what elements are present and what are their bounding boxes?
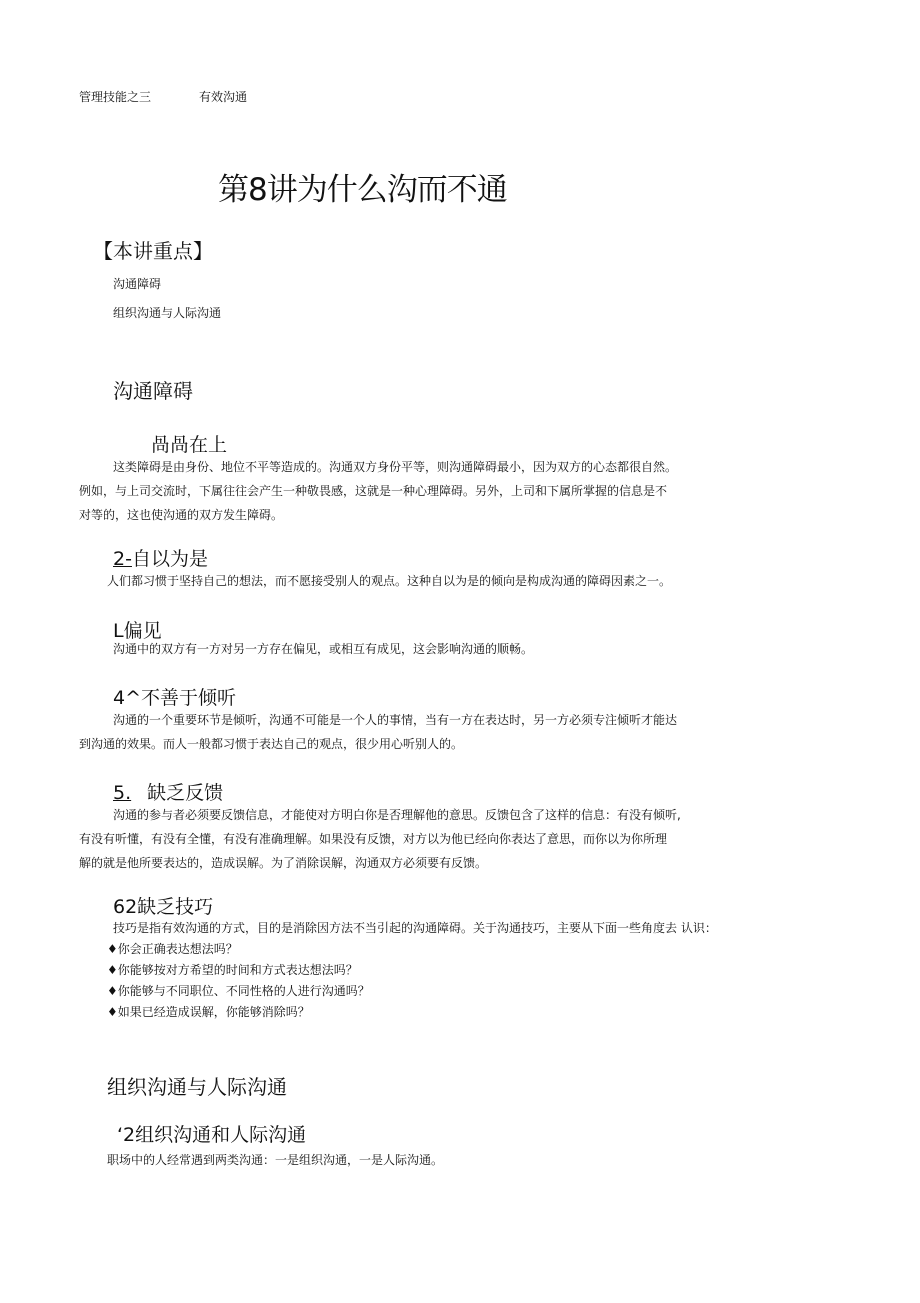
key-point-item: 组织沟通与人际沟通	[113, 306, 222, 320]
subsection-title: L偏见	[113, 620, 162, 642]
paragraph-line: 对等的，这也使沟通的双方发生障碍。	[79, 508, 284, 522]
key-point-item: 沟通障碍	[113, 277, 162, 291]
diamond-bullet-icon: ♦	[107, 1005, 118, 1019]
paragraph-line: 沟通的参与者必须要反馈信息，才能使对方明白你是否理解他的意思。反馈包含了这样的信息：有没有倾听,	[113, 808, 681, 822]
bullet-list	[107, 939, 370, 1023]
list-item: ♦如果已经造成误解，你能够消除吗？	[107, 1005, 310, 1019]
paragraph-line: 技巧是指有效沟通的方式，目的是消除因方法不当引起的沟通障碍。关于沟通技巧，主要从下面一些角度去 认识：	[113, 921, 717, 935]
diamond-bullet-icon: ♦	[107, 963, 118, 977]
paragraph-line: 到沟通的效果。而人一般都习惯于表达自己的观点，很少用心听别人的。	[79, 737, 464, 751]
section-heading: 沟通障碍	[113, 379, 193, 403]
diamond-bullet-icon: ♦	[107, 984, 118, 998]
paragraph-line: 这类障碍是由身份、地位不平等造成的。沟通双方身份平等，则沟通障碍最小，因为双方的心态都很自然。	[113, 460, 678, 474]
subsection-number: 5.	[113, 782, 132, 804]
diamond-bullet-icon: ♦	[107, 942, 118, 956]
paragraph-line: 沟通中的双方有一方对另一方存在偏见，或相互有成见，这会影响沟通的顺畅。	[113, 642, 534, 656]
paragraph-line: 职场中的人经常遇到两类沟通：一是组织沟通，一是人际沟通。	[107, 1153, 444, 1167]
paragraph-line: 人们都习惯于坚持自己的想法，而不愿接受别人的观点。这种自以为是的倾向是构成沟通的障碍因素之一。	[107, 574, 672, 588]
paragraph-line: 解的就是他所要表达的，造成误解。为了消除误解，沟通双方必须要有反馈。	[79, 856, 488, 870]
page-title: 第8讲为什么沟而不通	[218, 172, 507, 208]
subsection-number: 2-	[113, 548, 132, 570]
section-heading: 组织沟通与人际沟通	[107, 1075, 287, 1099]
paragraph-line: 有没有听懂，有没有全懂，有没有准确理解。如果没有反馈，对方以为他已经向你表达了意思，而你以为你所理	[79, 832, 668, 846]
key-points-heading: 【本讲重点】	[93, 239, 213, 263]
subsection-title	[113, 544, 208, 571]
subsection-title: 咼咼在上	[151, 434, 228, 456]
list-item: ♦你能够与不同职位、不同性格的人进行沟通吗？	[107, 984, 370, 998]
list-item: ♦你会正确表达想法吗？	[107, 942, 238, 956]
paragraph	[79, 455, 879, 527]
subsection-title: 62缺乏技巧	[113, 896, 214, 918]
paragraph	[79, 803, 879, 875]
header-series: 管理技能之三	[79, 90, 152, 104]
paragraph	[79, 708, 879, 756]
paragraph-line: 例如，与上司交流时，下属往往会产生一种敬畏感，这就是一种心理障碍。另外，上司和下属所掌握的信息是不	[79, 484, 668, 498]
subsection-text: 缺乏反馈	[147, 782, 224, 804]
subsection-text: 自以为是	[131, 548, 208, 570]
header-topic: 有效沟通	[199, 90, 248, 104]
paragraph-line: 沟通的一个重要环节是倾听，沟通不可能是一个人的事情，当有一方在表达时，另一方必须专注倾听才能达	[113, 713, 678, 727]
list-item: ♦你能够按对方希望的时间和方式表达想法吗？	[107, 963, 358, 977]
subsection-title: 4^不善于倾听	[113, 687, 237, 709]
subsection-title: ‘2组织沟通和人际沟通	[117, 1124, 307, 1146]
subsection-title	[113, 778, 223, 805]
